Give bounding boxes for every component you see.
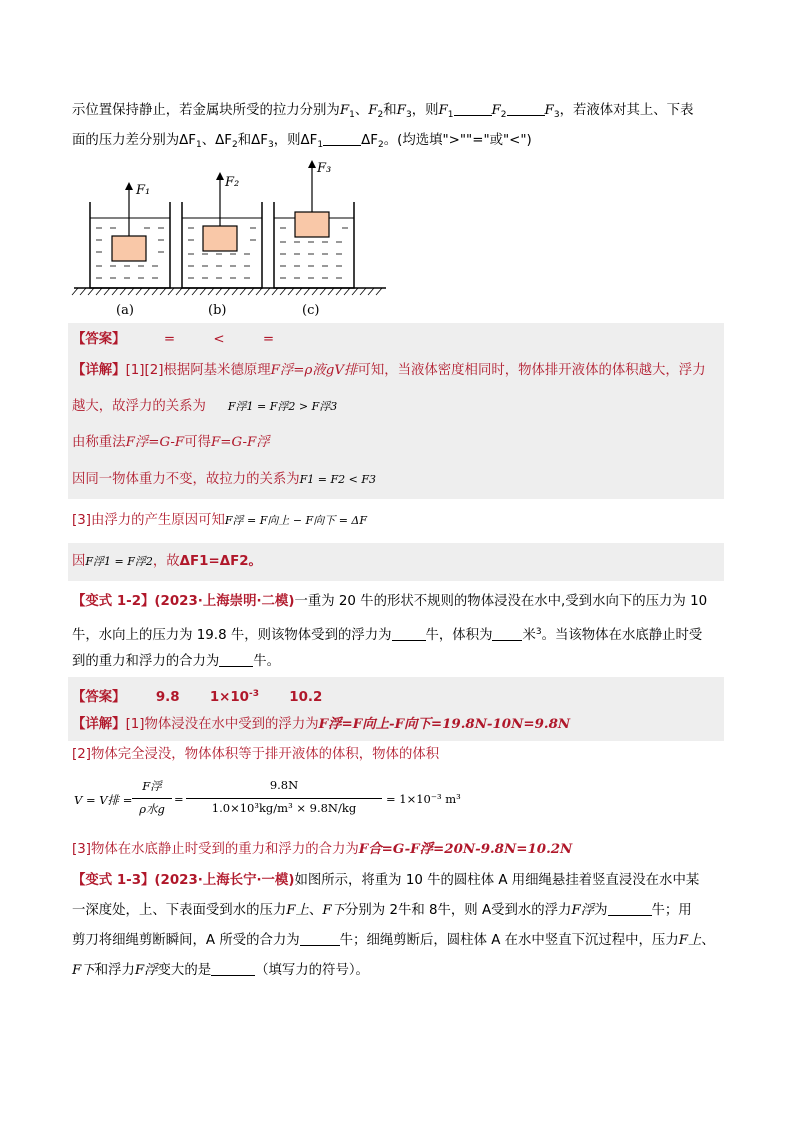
detail2-line3: [3]物体在水底静止时受到的重力和浮力的合力为F合=G-F浮=20N-9.8N=10.2N xyxy=(72,841,573,857)
blank-7[interactable] xyxy=(608,901,652,916)
blank-8[interactable] xyxy=(300,931,340,946)
q3-line3: 剪刀将细绳剪断瞬间，A 所受的合力为 牛；细绳剪断后，圆柱体 A 在水中竖直下沉过程中，压力F上、 xyxy=(72,933,715,948)
container-c xyxy=(274,160,354,288)
answer2-line: 【答案】 9.8 $1\times 10^{-3}$ 10.2 xyxy=(72,689,323,705)
detail1-line4: 因同一物体重力不变，故拉力的关系为F1 = F2 < F3 xyxy=(72,472,376,487)
label-f3: F₃ xyxy=(317,161,332,176)
blank-3[interactable] xyxy=(323,131,361,146)
q3-line4: F下和浮力F浮变大的是 （填写力的符号）。 xyxy=(72,963,369,978)
q2-line2: 牛，水向上的压力为 19.8 牛，则该物体受到的浮力为 牛，体积为 米$^3$。当该物体在水底静止时受 xyxy=(72,627,703,643)
caption-b: (b) xyxy=(208,303,227,318)
detail1-line5: [3]由浮力的产生原因可知F浮 = F向上 − F向下 = ΔF xyxy=(72,513,367,528)
blank-2[interactable] xyxy=(507,101,545,116)
q3-line2: 一深度处，上、下表面受到水的压力F上、F下分别为 2牛和 8牛，则 A受到水的浮力F浮为 牛；用 xyxy=(72,903,692,918)
detail1-line6: 因F浮1 = F浮2，故ΔF1=ΔF2。 xyxy=(72,554,262,569)
blank-9[interactable] xyxy=(211,961,255,976)
container-b xyxy=(182,172,262,288)
blank-5[interactable] xyxy=(492,626,522,641)
q1-line2: 面的压力差分别为$\Delta F_1$、$\Delta F_2$和$\Delta F_3$，则$\Delta F_1$ $\Delta F_2$。(均选填">""="或"<") xyxy=(72,133,532,150)
detail1-line3: 由称重法F浮=G-F可得F=G-F浮 xyxy=(72,435,270,450)
detail1-line1: 【详解】[1][2]根据阿基米德原理F浮=ρ液gV排可知，当液体密度相同时，物体排开液体的体积越大，浮力 xyxy=(72,363,706,378)
detail2-line2: [2]物体完全浸没，物体体积等于排开液体的体积，物体的体积 xyxy=(72,747,440,762)
q3-line1: 【变式 1-3】(2023·上海长宁·一模)如图所示，将重为 10 牛的圆柱体 A 用细绳悬挂着竖直浸没在水中某 xyxy=(72,873,700,888)
buoyancy-figure xyxy=(70,156,400,326)
caption-a: (a) xyxy=(116,303,134,318)
q2-line1: 【变式 1-2】(2023·上海崇明·二模)一重为 20 牛的形状不规则的物体浸没在水中,受到水向下的压力为 10 xyxy=(72,594,708,609)
detail2-line1: 【详解】[1]物体浸没在水中受到的浮力为F浮=F向上-F向下=19.8N-10N=9.8N xyxy=(72,716,571,732)
caption-c: (c) xyxy=(302,303,320,318)
blank-6[interactable] xyxy=(219,652,253,667)
blank-4[interactable] xyxy=(392,626,426,641)
label-f2: F₂ xyxy=(225,175,240,190)
blank-1[interactable] xyxy=(454,101,492,116)
q1-line1: 示位置保持静止，若金属块所受的拉力分别为$F_1$、$F_2$和$F_3$，则$F_1$ $F_2$ $F_3$，若液体对其上、下表 xyxy=(72,103,694,120)
q2-line3: 到的重力和浮力的合力为 牛。 xyxy=(72,654,281,669)
answer1-line: 【答案】 = < = xyxy=(72,332,275,347)
detail1-line2: 越大，故浮力的关系为 F浮1 = F浮2 > F浮3 xyxy=(72,399,338,414)
container-a xyxy=(90,182,170,288)
label-f1: F₁ xyxy=(136,183,151,198)
